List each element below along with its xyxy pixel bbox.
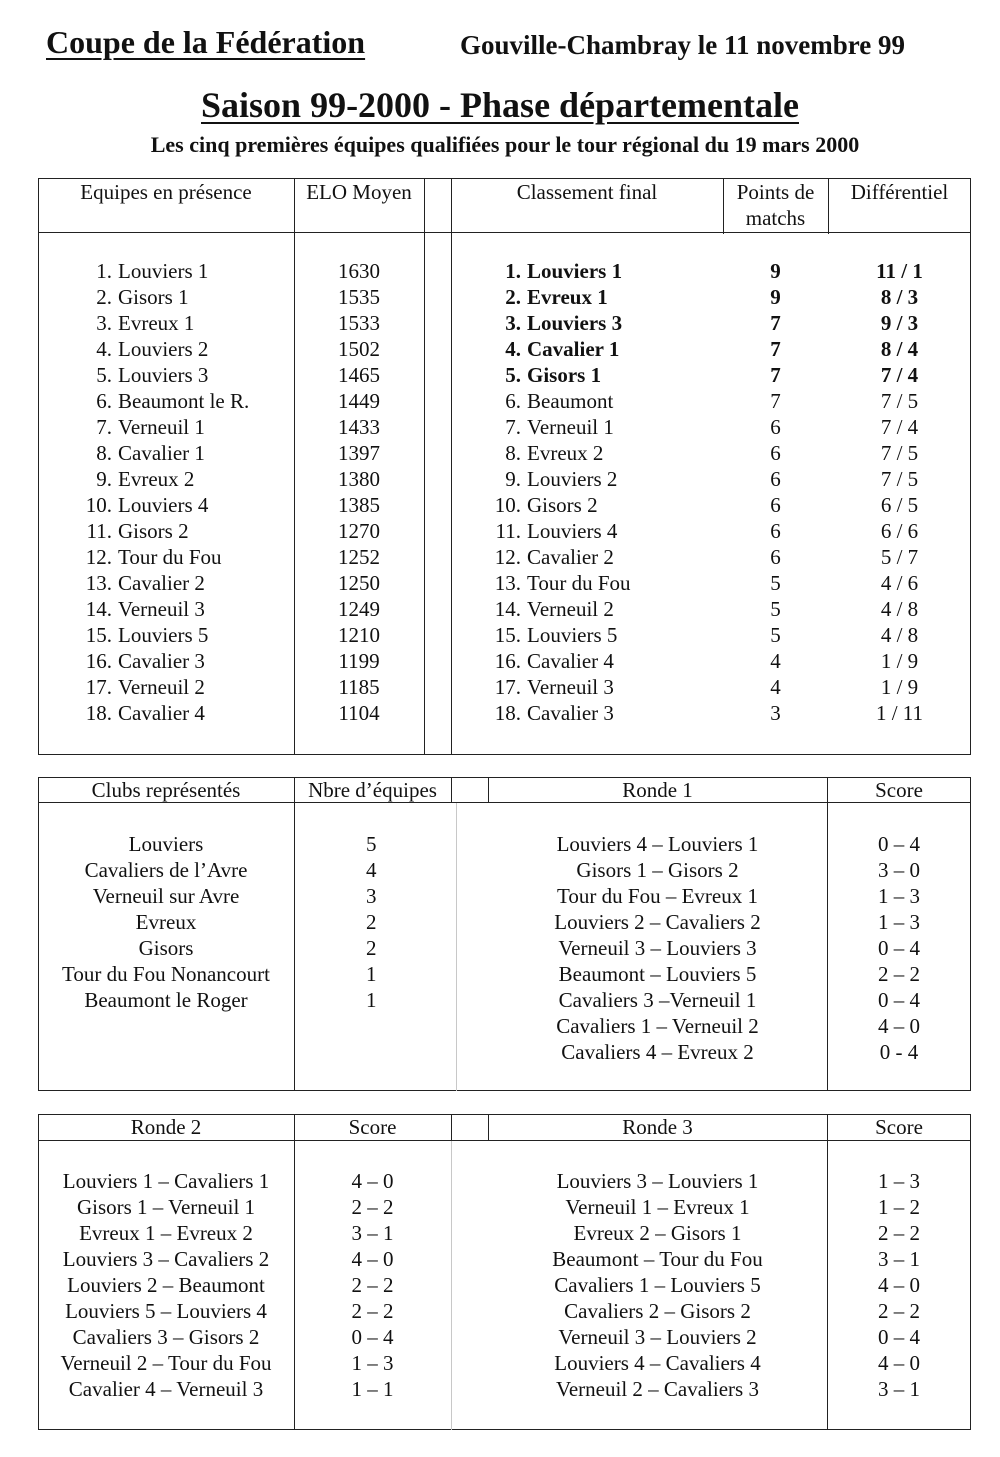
round3-score: 4 – 0 [878, 1351, 920, 1375]
ranking-position: 14. [494, 597, 521, 621]
match-points: 6 [770, 519, 781, 543]
team-number: 2. [96, 285, 112, 309]
team-name: Louviers 1 [118, 259, 209, 283]
team-number: 4. [96, 337, 112, 361]
team-name: Cavalier 1 [118, 441, 205, 465]
team-elo: 1249 [338, 597, 380, 621]
team-number: 18. [85, 701, 112, 725]
team-name: Cavalier 3 [118, 649, 205, 673]
differential: 7 / 4 [880, 363, 919, 387]
clubs-list [38, 831, 294, 1013]
round1-score: 0 – 4 [878, 988, 920, 1012]
ranking-position: 18. [494, 701, 521, 725]
club-team-count: 4 [366, 858, 377, 882]
differential: 9 / 3 [880, 311, 919, 335]
round1-score-list [827, 831, 971, 1065]
header-points-line2: matchs [745, 206, 806, 230]
round2-match: Louviers 2 – Beaumont [67, 1273, 265, 1297]
match-points: 5 [770, 597, 781, 621]
round1-score: 3 – 0 [878, 858, 920, 882]
ranking-row [451, 544, 723, 570]
differential: 7 / 5 [880, 389, 919, 413]
round1-match: Louviers 4 – Louviers 1 [556, 832, 759, 856]
team-number: 5. [96, 363, 112, 387]
differential: 1 / 11 [875, 701, 924, 725]
match-points: 5 [770, 623, 781, 647]
team-row [38, 596, 294, 622]
ranking-row [451, 674, 723, 700]
round2-score: 0 – 4 [351, 1325, 394, 1349]
header-teams: Equipes en présence [80, 180, 252, 204]
round2-score: 1 – 3 [351, 1351, 394, 1375]
team-row [38, 414, 294, 440]
ranking-position: 13. [494, 571, 521, 595]
team-elo: 1385 [338, 493, 380, 517]
team-elo: 1199 [338, 649, 380, 673]
round1-match: Cavaliers 3 –Verneuil 1 [558, 988, 757, 1012]
team-name: Cavalier 2 [118, 571, 205, 595]
ranking-team: Louviers 2 [527, 467, 618, 491]
ranking-row [451, 570, 723, 596]
team-row [38, 674, 294, 700]
team-elo: 1433 [338, 415, 380, 439]
season-title [0, 84, 1000, 126]
ranking-team: Louviers 4 [527, 519, 618, 543]
round1-score: 4 – 0 [878, 1014, 920, 1038]
header-elo: ELO Moyen [306, 180, 412, 204]
round1-match: Cavaliers 1 – Verneuil 2 [556, 1014, 759, 1038]
team-elo: 1449 [338, 389, 380, 413]
differential: 8 / 3 [880, 285, 919, 309]
round1-match: Cavaliers 4 – Evreux 2 [561, 1040, 754, 1064]
season-title-text: Saison 99-2000 - Phase départementale [201, 85, 799, 125]
round3-match: Beaumont – Tour du Fou [552, 1247, 763, 1271]
team-row [38, 440, 294, 466]
ranking-position: 11. [495, 519, 521, 543]
ranking-row [451, 518, 723, 544]
differential: 1 / 9 [880, 675, 919, 699]
team-number: 15. [85, 623, 112, 647]
team-number: 11. [86, 519, 112, 543]
round3-score: 1 – 2 [878, 1195, 920, 1219]
team-name: Evreux 2 [118, 467, 195, 491]
round3-match: Louviers 3 – Louviers 1 [556, 1169, 759, 1193]
round2-match: Verneuil 2 – Tour du Fou [60, 1351, 272, 1375]
differential: 4 / 8 [880, 623, 919, 647]
round3-match: Cavaliers 1 – Louviers 5 [554, 1273, 761, 1297]
team-row [38, 570, 294, 596]
match-points: 4 [770, 675, 781, 699]
team-elo: 1380 [338, 467, 380, 491]
differential: 6 / 5 [880, 493, 919, 517]
ranking-team: Verneuil 2 [527, 597, 614, 621]
team-row [38, 648, 294, 674]
team-number: 9. [96, 467, 112, 491]
club-name: Louviers [128, 832, 204, 856]
ranking-team: Tour du Fou [527, 571, 631, 595]
differential: 7 / 4 [880, 415, 919, 439]
place-date: Gouville-Chambray le 11 novembre 99 [460, 30, 905, 60]
team-name: Louviers 3 [118, 363, 209, 387]
ranking-team: Verneuil 1 [527, 415, 614, 439]
team-name: Louviers 5 [118, 623, 209, 647]
match-points: 6 [770, 441, 781, 465]
header-round3-score: Score [875, 1115, 923, 1139]
ranking-row [451, 622, 723, 648]
team-number: 1. [96, 259, 112, 283]
round2-match: Evreux 1 – Evreux 2 [79, 1221, 253, 1245]
round3-score: 2 – 2 [878, 1299, 920, 1323]
round2-score: 1 – 1 [351, 1377, 394, 1401]
ranking-position: 5. [505, 363, 521, 387]
ranking-row [451, 648, 723, 674]
header-points-line1: Points de [736, 180, 815, 204]
team-row [38, 388, 294, 414]
ranking-row [451, 700, 723, 726]
team-elo: 1210 [338, 623, 380, 647]
team-row [38, 336, 294, 362]
round1-score: 1 – 3 [878, 884, 920, 908]
team-number: 8. [96, 441, 112, 465]
team-row [38, 310, 294, 336]
match-points: 7 [770, 363, 781, 387]
round1-match: Tour du Fou – Evreux 1 [557, 884, 758, 908]
team-elo: 1252 [338, 545, 380, 569]
team-name: Evreux 1 [118, 311, 195, 335]
ranking-team: Beaumont [527, 389, 614, 413]
team-row [38, 492, 294, 518]
round3-match: Verneuil 1 – Evreux 1 [565, 1195, 750, 1219]
match-points: 9 [770, 259, 781, 283]
ranking-position: 3. [505, 311, 521, 335]
match-points: 7 [770, 311, 781, 335]
team-elo: 1185 [338, 675, 380, 699]
team-elo: 1270 [338, 519, 380, 543]
elo-list [294, 258, 424, 726]
round1-match: Verneuil 3 – Louviers 3 [558, 936, 757, 960]
team-elo: 1397 [338, 441, 380, 465]
header-ranking: Classement final [516, 180, 658, 204]
round1-score: 0 – 4 [878, 832, 920, 856]
team-row [38, 700, 294, 726]
club-team-count: 3 [366, 884, 377, 908]
team-name: Louviers 2 [118, 337, 209, 361]
match-points: 7 [770, 337, 781, 361]
ranking-team: Evreux 1 [527, 285, 608, 309]
col-divider [451, 777, 452, 803]
col-divider-faint [456, 802, 457, 1091]
team-name: Gisors 1 [118, 285, 189, 309]
round2-match: Louviers 5 – Louviers 4 [65, 1299, 267, 1323]
header-divider [38, 1140, 971, 1141]
match-points: 3 [770, 701, 781, 725]
round3-list [488, 1168, 827, 1402]
club-team-count: 1 [366, 988, 377, 1012]
ranking-position: 7. [505, 415, 521, 439]
header-round2: Ronde 2 [130, 1115, 202, 1139]
ranking-team: Cavalier 1 [527, 337, 620, 361]
ranking-team: Gisors 1 [527, 363, 602, 387]
ranking-team: Louviers 3 [527, 311, 623, 335]
round1-score: 0 - 4 [879, 1040, 919, 1064]
round2-list [38, 1168, 294, 1402]
round2-score: 4 – 0 [351, 1247, 394, 1271]
round2-score: 2 – 2 [351, 1273, 394, 1297]
team-number: 6. [96, 389, 112, 413]
ranking-team: Cavalier 4 [527, 649, 614, 673]
club-name: Gisors [138, 936, 194, 960]
ranking-row [451, 466, 723, 492]
ranking-position: 10. [494, 493, 521, 517]
team-name: Verneuil 3 [118, 597, 205, 621]
round3-score: 4 – 0 [878, 1273, 920, 1297]
match-points: 4 [770, 649, 781, 673]
round1-match: Louviers 2 – Cavaliers 2 [554, 910, 761, 934]
team-row [38, 284, 294, 310]
team-row [38, 518, 294, 544]
team-row [38, 466, 294, 492]
round1-score: 2 – 2 [878, 962, 920, 986]
teams-list [38, 258, 294, 726]
round3-match: Louviers 4 – Cavaliers 4 [554, 1351, 761, 1375]
differential: 4 / 6 [880, 571, 919, 595]
ranking-team: Cavalier 2 [527, 545, 614, 569]
round1-match: Gisors 1 – Gisors 2 [576, 858, 739, 882]
club-name: Evreux [135, 910, 197, 934]
round1-match: Beaumont – Louviers 5 [558, 962, 757, 986]
differential: 4 / 8 [880, 597, 919, 621]
team-number: 14. [85, 597, 112, 621]
ranking-position: 8. [505, 441, 521, 465]
team-name: Verneuil 2 [118, 675, 205, 699]
team-elo: 1533 [338, 311, 380, 335]
team-name: Beaumont le R. [118, 389, 250, 413]
round1-list [488, 831, 827, 1065]
round3-score: 1 – 3 [878, 1169, 920, 1193]
team-number: 16. [85, 649, 112, 673]
differential: 7 / 5 [880, 441, 919, 465]
ranking-row [451, 310, 723, 336]
round3-match: Verneuil 2 – Cavaliers 3 [556, 1377, 759, 1401]
round3-score: 3 – 1 [878, 1247, 920, 1271]
differential: 1 / 9 [880, 649, 919, 673]
ranking-row [451, 336, 723, 362]
match-points: 6 [770, 467, 781, 491]
match-points: 6 [770, 545, 781, 569]
header-team-count: Nbre d’équipes [308, 778, 437, 802]
club-team-count: 2 [366, 910, 377, 934]
team-name: Tour du Fou [118, 545, 222, 569]
document-title: Coupe de la Fédération [46, 24, 366, 60]
team-number: 17. [85, 675, 112, 699]
round3-score: 0 – 4 [878, 1325, 920, 1349]
club-team-count: 5 [366, 832, 377, 856]
ranking-row [451, 284, 723, 310]
club-team-count: 2 [366, 936, 377, 960]
team-elo: 1250 [338, 571, 380, 595]
round2-match: Cavaliers 3 – Gisors 2 [72, 1325, 260, 1349]
ranking-position: 17. [494, 675, 521, 699]
team-number: 10. [85, 493, 112, 517]
ranking-team: Evreux 2 [527, 441, 604, 465]
team-row [38, 362, 294, 388]
header-diff: Différentiel [850, 180, 949, 204]
differential: 11 / 1 [876, 259, 923, 283]
round3-match: Cavaliers 2 – Gisors 2 [564, 1299, 751, 1323]
header-divider [38, 232, 971, 233]
header-clubs: Clubs représentés [91, 778, 241, 802]
round2-score: 2 – 2 [351, 1195, 394, 1219]
header-round1: Ronde 1 [622, 778, 693, 802]
round2-match: Cavalier 4 – Verneuil 3 [68, 1377, 264, 1401]
team-row [38, 544, 294, 570]
round3-match: Evreux 2 – Gisors 1 [573, 1221, 742, 1245]
round3-match: Verneuil 3 – Louviers 2 [558, 1325, 757, 1349]
club-name: Cavaliers de l’Avre [84, 858, 248, 882]
match-points: 7 [770, 389, 781, 413]
team-elo: 1104 [338, 701, 380, 725]
ranking-position: 4. [505, 337, 521, 361]
team-row [38, 622, 294, 648]
ranking-row [451, 414, 723, 440]
team-number: 7. [96, 415, 112, 439]
ranking-position: 6. [505, 389, 521, 413]
ranking-position: 12. [494, 545, 521, 569]
club-name: Beaumont le Roger [84, 988, 248, 1012]
ranking-team: Gisors 2 [527, 493, 598, 517]
team-row [38, 258, 294, 284]
ranking-position: 9. [505, 467, 521, 491]
ranking-team: Louviers 5 [527, 623, 618, 647]
ranking-position: 1. [505, 259, 521, 283]
differential: 7 / 5 [880, 467, 919, 491]
qualification-subtitle: Les cinq premières équipes qualifiées pour le tour régional du 19 mars 2000 [150, 132, 860, 157]
differential: 5 / 7 [880, 545, 919, 569]
club-name: Tour du Fou Nonancourt [62, 962, 270, 986]
match-points: 9 [770, 285, 781, 309]
club-count-list [294, 831, 451, 1013]
match-points: 5 [770, 571, 781, 595]
round1-score: 0 – 4 [878, 936, 920, 960]
team-elo: 1502 [338, 337, 380, 361]
round2-match: Louviers 1 – Cavaliers 1 [62, 1169, 270, 1193]
col-divider [451, 1114, 452, 1140]
ranking-position: 16. [494, 649, 521, 673]
ranking-position: 2. [505, 285, 521, 309]
team-name: Gisors 2 [118, 519, 189, 543]
club-name: Verneuil sur Avre [92, 884, 240, 908]
team-number: 3. [96, 311, 112, 335]
round2-score: 3 – 1 [351, 1221, 394, 1245]
header-round3: Ronde 3 [622, 1115, 693, 1139]
differential: 8 / 4 [880, 337, 919, 361]
team-elo: 1465 [338, 363, 380, 387]
round3-score: 2 – 2 [878, 1221, 920, 1245]
team-name: Cavalier 4 [118, 701, 205, 725]
header-round2-score: Score [348, 1115, 397, 1139]
team-elo: 1630 [338, 259, 380, 283]
team-number: 13. [85, 571, 112, 595]
team-elo: 1535 [338, 285, 380, 309]
ranking-row [451, 440, 723, 466]
team-name: Louviers 4 [118, 493, 209, 517]
ranking-row [451, 362, 723, 388]
round2-match: Louviers 3 – Cavaliers 2 [62, 1247, 270, 1271]
ranking-list [451, 258, 723, 726]
ranking-row [451, 596, 723, 622]
col-divider-faint [451, 1140, 452, 1430]
team-number: 12. [85, 545, 112, 569]
team-name: Verneuil 1 [118, 415, 205, 439]
ranking-team: Verneuil 3 [527, 675, 614, 699]
header-round1-score: Score [875, 778, 923, 802]
ranking-position: 15. [494, 623, 521, 647]
round1-score: 1 – 3 [878, 910, 920, 934]
differential: 6 / 6 [880, 519, 919, 543]
ranking-row [451, 258, 723, 284]
round2-score: 2 – 2 [351, 1299, 394, 1323]
points-list [723, 258, 828, 726]
round2-score: 4 – 0 [351, 1169, 394, 1193]
round2-score-list [294, 1168, 451, 1402]
match-points: 6 [770, 493, 781, 517]
round2-match: Gisors 1 – Verneuil 1 [76, 1195, 256, 1219]
ranking-team: Louviers 1 [527, 259, 623, 283]
ranking-row [451, 492, 723, 518]
round3-score: 3 – 1 [878, 1377, 920, 1401]
match-points: 6 [770, 415, 781, 439]
header-points [723, 179, 828, 231]
club-team-count: 1 [366, 962, 377, 986]
ranking-row [451, 388, 723, 414]
round3-score-list [827, 1168, 971, 1402]
diff-list [828, 258, 971, 726]
col-divider [424, 178, 425, 755]
ranking-team: Cavalier 3 [527, 701, 614, 725]
